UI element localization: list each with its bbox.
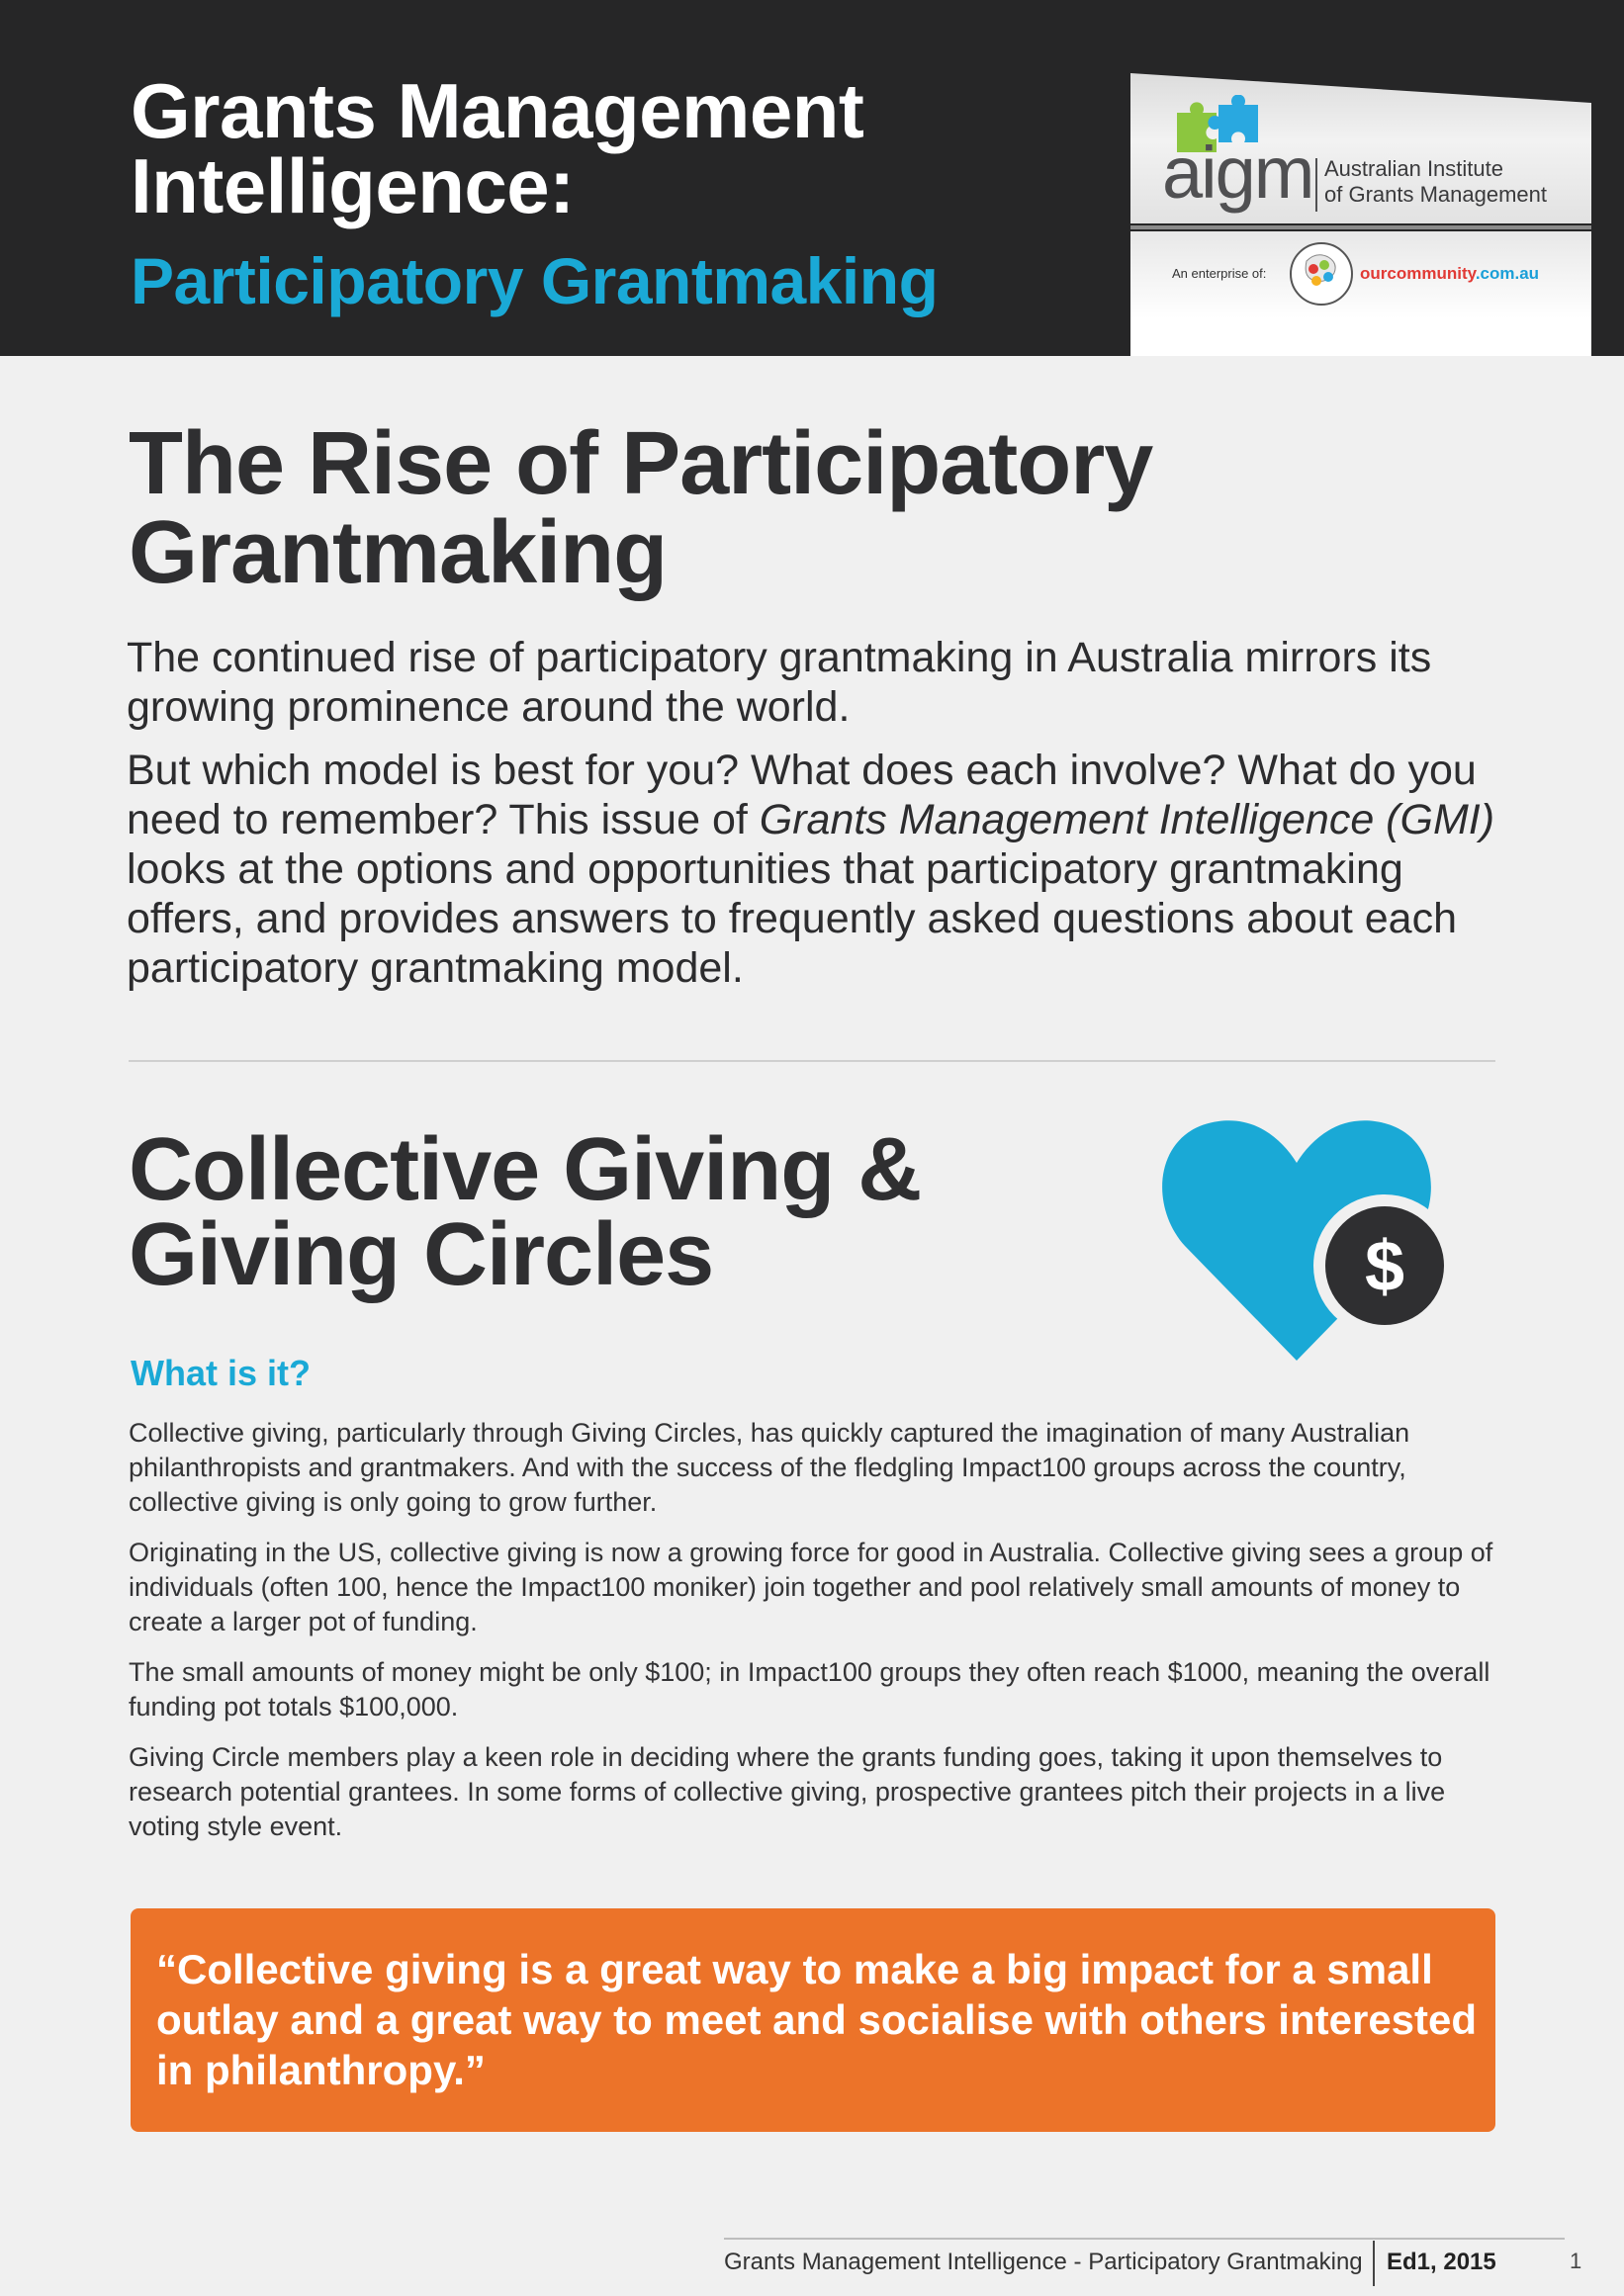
page-number: 1 bbox=[1570, 2249, 1582, 2273]
pull-quote-box bbox=[131, 1908, 1495, 2132]
intro-paragraph-2-start: But which model is best for you? What does each involve? What do you need to remember? This issue of bbox=[127, 747, 1477, 843]
footer-rule bbox=[724, 2238, 1565, 2240]
body-paragraph-3: The small amounts of money might be only $100; in Impact100 groups they often reach $1000, meaning the overall funding pot totals $100,000. bbox=[129, 1657, 1490, 1722]
section-body bbox=[129, 1416, 1503, 1860]
section-heading-line2: Giving Circles bbox=[129, 1205, 714, 1304]
body-paragraph-1: Collective giving, particularly through Giving Circles, has quickly captured the imagination of many Australian philanthropists and grantmakers. And with the success of the fledgling Impact100 groups across the country, collective giving is only going to grow further. bbox=[129, 1418, 1410, 1517]
body-paragraph-4: Giving Circle members play a keen role in deciding where the grants funding goes, taking it upon themselves to research potential grantees. In some forms of collective giving, prospective grantees pitch their projects in a live voting style event. bbox=[129, 1742, 1446, 1841]
publication-subtitle: Participatory Grantmaking bbox=[131, 244, 939, 317]
footer-title: Grants Management Intelligence - Participatory Grantmaking bbox=[724, 2249, 1363, 2275]
what-is-it-heading: What is it? bbox=[131, 1353, 311, 1393]
logo-divider bbox=[1315, 158, 1317, 212]
footer-divider bbox=[1373, 2241, 1375, 2286]
enterprise-label: An enterprise of: bbox=[1172, 266, 1267, 281]
aigm-wordmark: aigm bbox=[1162, 132, 1313, 214]
ourcommunity-wordmark bbox=[1360, 264, 1539, 284]
intro-paragraph-2-end: looks at the options and opportunities that participatory grantmaking offers, and provides answers to frequently asked questions about each participatory grantmaking model. bbox=[127, 845, 1457, 992]
ourcommunity-globe-icon bbox=[1287, 239, 1356, 309]
oc-part-domain: .com.au bbox=[1475, 264, 1540, 283]
intro-paragraph-2 bbox=[127, 746, 1501, 993]
aigm-name-line1: Australian Institute bbox=[1324, 156, 1503, 181]
footer-edition: Ed1, 2015 bbox=[1387, 2249, 1496, 2275]
intro-lead bbox=[127, 633, 1501, 1007]
heart-dollar-icon bbox=[1155, 1107, 1472, 1374]
dollar-symbol: $ bbox=[1364, 1227, 1405, 1306]
intro-heading bbox=[129, 414, 1153, 602]
publication-title-line1: Grants Management bbox=[131, 67, 864, 154]
section-heading bbox=[129, 1120, 922, 1304]
publication-title-line2: Intelligence: bbox=[131, 142, 575, 229]
header-banner bbox=[0, 0, 1624, 356]
section-divider bbox=[129, 1060, 1495, 1062]
gmi-title: Grants Management Intelligence (GMI) bbox=[759, 796, 1495, 843]
intro-heading-line2: Grantmaking bbox=[129, 503, 668, 602]
aigm-name-line2: of Grants Management bbox=[1324, 182, 1548, 207]
oc-part-community: community bbox=[1387, 264, 1476, 283]
oc-part-our: our bbox=[1360, 264, 1388, 283]
body-paragraph-2: Originating in the US, collective giving is now a growing force for good in Australia. Collective giving sees a group of individuals (often 100, hence the Impact100 moniker) join together and pool relatively small amounts of money to create a larger pot of funding. bbox=[129, 1538, 1493, 1636]
publication-title bbox=[131, 67, 864, 229]
aigm-full-name bbox=[1324, 156, 1547, 208]
aigm-logo-panel bbox=[1130, 73, 1591, 356]
logo-separator bbox=[1130, 225, 1591, 229]
section-heading-line1: Collective Giving & bbox=[129, 1120, 922, 1219]
intro-heading-line1: The Rise of Participatory bbox=[129, 414, 1153, 513]
logo-bottom-panel bbox=[1130, 231, 1591, 356]
intro-paragraph-1: The continued rise of participatory grantmaking in Australia mirrors its growing prominence around the world. bbox=[127, 634, 1432, 731]
pull-quote-text: “Collective giving is a great way to make a big impact for a small outlay and a great way to meet and socialise with others interested in philanthropy.” bbox=[156, 1946, 1478, 2093]
